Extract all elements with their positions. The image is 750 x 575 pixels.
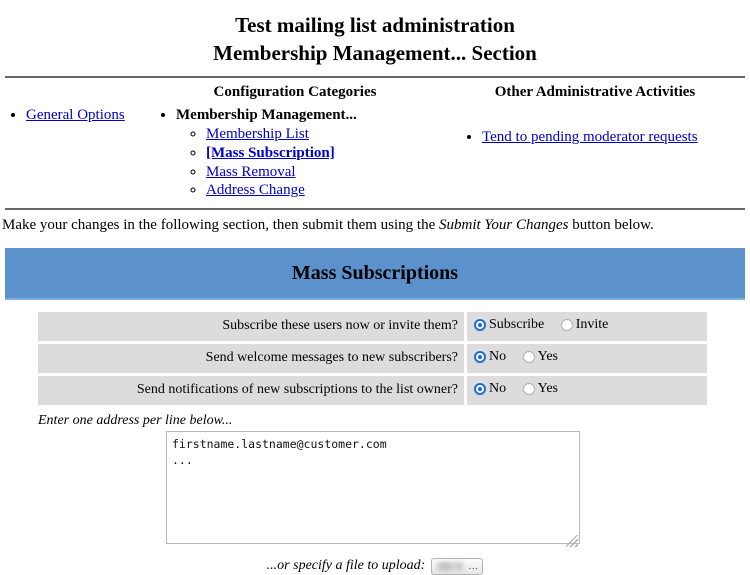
table-row (38, 376, 707, 405)
option-choices-subscribe-or-invite (467, 312, 707, 344)
nav-item-pending-moderator-requests[interactable] (482, 128, 750, 147)
page-title-line-2: Membership Management... Section (213, 40, 537, 65)
nav-subitem-address-change[interactable] (206, 181, 440, 200)
link-mass-subscription[interactable]: [Mass Subscription] (206, 144, 335, 161)
file-upload-row (0, 558, 750, 575)
radio-option-welcome-yes[interactable] (523, 349, 558, 365)
other-activities-heading: Other Administrative Activities (494, 84, 696, 101)
other-activities-spacer (440, 106, 750, 128)
nav-column-configuration (150, 84, 440, 200)
option-label-owner-notifications: Send notifications of new subscriptions to the list owner? (38, 376, 467, 405)
form-instructions (0, 210, 750, 236)
radio-selected-icon[interactable] (474, 383, 486, 395)
general-options-list (0, 106, 150, 125)
radio-option-welcome-no[interactable] (474, 349, 506, 365)
navigation-area (0, 78, 750, 200)
section-banner: Mass Subscriptions (5, 248, 745, 300)
file-upload-note: ...or specify a file to upload: (266, 558, 426, 574)
radio-unselected-icon[interactable] (561, 319, 573, 331)
page-title-line-1: Test mailing list administration (235, 13, 515, 37)
radio-label-invite: Invite (575, 316, 609, 332)
radio-label-notify-no: No (489, 380, 507, 396)
link-address-change[interactable]: Address Change (206, 182, 305, 199)
instructions-text-before: Make your changes in the following section, then submit them using the (2, 217, 440, 234)
radio-label-subscribe: Subscribe (489, 316, 545, 332)
other-activities-list (440, 128, 750, 147)
radio-option-subscribe[interactable] (474, 317, 544, 333)
addresses-wrapper (166, 431, 580, 549)
configuration-categories-heading: Configuration Categories (213, 84, 377, 101)
nav-subitem-membership-list[interactable] (206, 125, 440, 144)
table-row (38, 344, 707, 376)
file-chooser-blurred-label (437, 562, 463, 571)
option-choices-owner-notifications (467, 376, 707, 405)
nav-column-left (0, 84, 150, 125)
instructions-text-after: button below. (568, 217, 654, 234)
mass-subscription-options-table (38, 312, 707, 405)
radio-selected-icon[interactable] (474, 319, 486, 331)
nav-item-general-options[interactable] (26, 106, 150, 125)
nav-subitem-mass-removal[interactable] (206, 163, 440, 182)
radio-label-welcome-no: No (489, 348, 507, 364)
addresses-holder (166, 431, 580, 549)
addresses-note: Enter one address per line below... (38, 412, 233, 428)
nav-subitem-mass-subscription[interactable] (206, 144, 440, 163)
configuration-category-list (150, 106, 440, 200)
nav-category-label: Membership Management... (176, 107, 357, 124)
radio-label-notify-yes: Yes (537, 380, 558, 396)
radio-option-invite[interactable] (561, 317, 609, 333)
radio-unselected-icon[interactable] (523, 351, 535, 363)
file-chooser-button[interactable] (431, 558, 483, 575)
instructions-emphasis: Submit Your Changes (439, 217, 569, 234)
option-choices-welcome-messages (467, 344, 707, 376)
link-pending-moderator-requests[interactable]: Tend to pending moderator requests (482, 129, 698, 146)
radio-selected-icon[interactable] (474, 351, 486, 363)
link-membership-list[interactable]: Membership List (206, 126, 309, 143)
table-row (38, 312, 707, 344)
radio-label-welcome-yes: Yes (537, 348, 558, 364)
page-title (0, 0, 750, 67)
link-general-options[interactable]: General Options (26, 107, 125, 124)
nav-column-other-activities (440, 84, 750, 147)
membership-management-sublist (176, 125, 440, 200)
radio-unselected-icon[interactable] (523, 383, 535, 395)
file-chooser-ellipsis: ... (468, 560, 479, 572)
radio-option-notify-yes[interactable] (523, 381, 558, 397)
option-label-subscribe-or-invite: Subscribe these users now or invite them? (38, 312, 467, 344)
link-mass-removal[interactable]: Mass Removal (206, 163, 296, 180)
nav-category-membership-management (176, 106, 440, 200)
radio-option-notify-no[interactable] (474, 381, 506, 397)
option-label-welcome-messages: Send welcome messages to new subscribers? (38, 344, 467, 376)
addresses-textarea[interactable] (166, 431, 580, 544)
